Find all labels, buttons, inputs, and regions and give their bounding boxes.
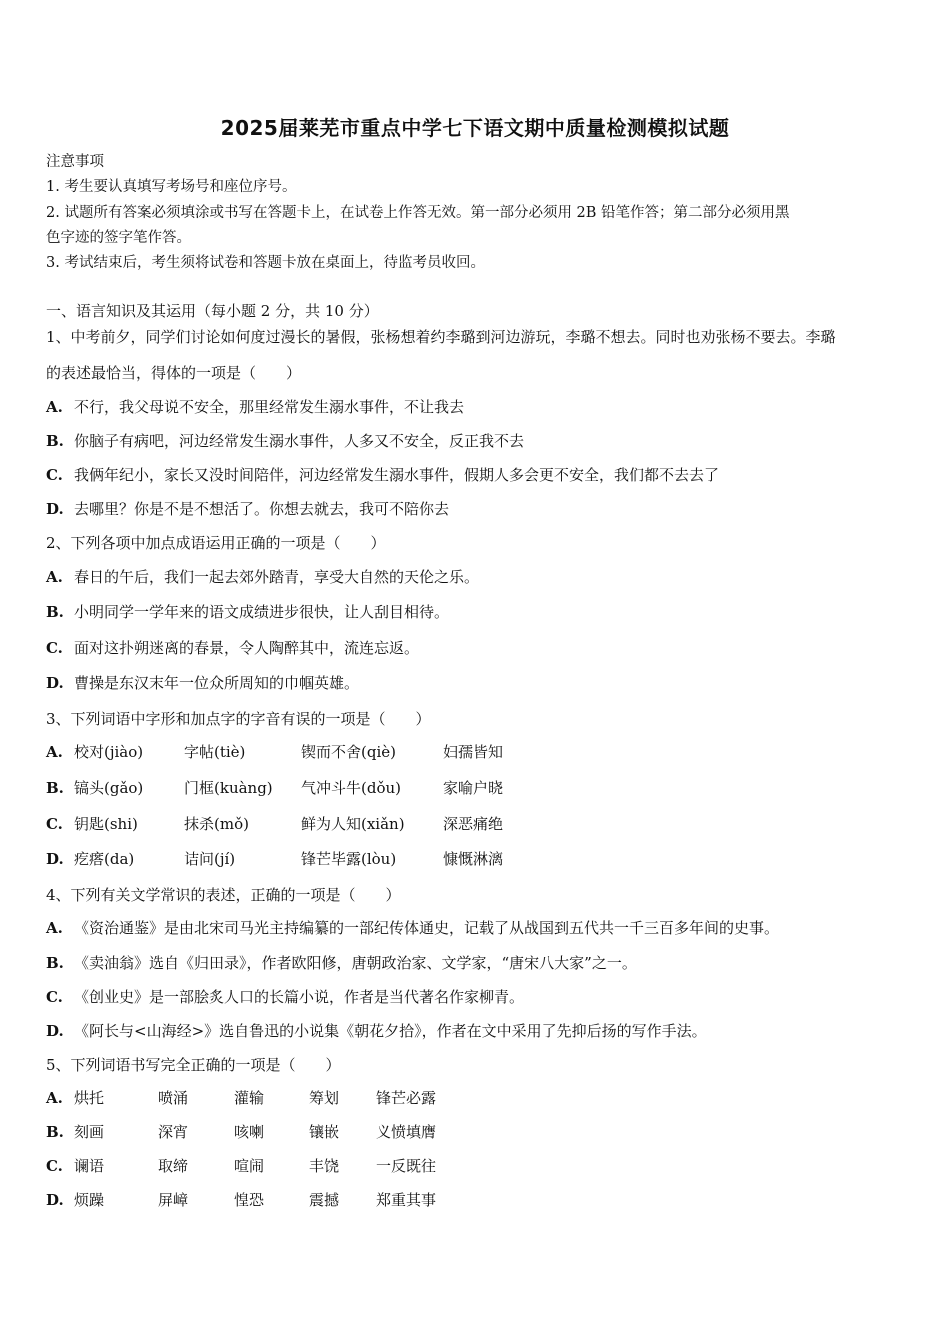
option-cell: 妇孺皆知 [443, 743, 504, 761]
option-cell: 锋芒必露 [376, 1089, 437, 1107]
option-label: B. [46, 779, 64, 797]
option-label: A. [46, 398, 63, 416]
question-1-option-b [46, 431, 524, 451]
option-cell: 字帖(tiè) [184, 743, 246, 761]
option-label: C. [46, 639, 63, 657]
question-2-option-b [46, 602, 449, 622]
option-text: 《资治通鉴》是由北宋司马光主持编纂的一部纪传体通史，记载了从战国到五代共一千三百多年间的史事。 [74, 919, 780, 937]
option-label: B. [46, 432, 64, 450]
notice-heading: 注意事项 [46, 154, 104, 170]
option-text: 去哪里？你是不是不想活了。你想去就去，我可不陪你去 [74, 500, 450, 518]
question-1-option-a [46, 397, 464, 417]
question-1-option-c [46, 465, 719, 485]
option-label: C. [46, 815, 63, 833]
option-cell: 屏嶂 [158, 1191, 189, 1209]
question-3-stem: 3、下列词语中字形和加点字的字音有误的一项是（ ） [46, 710, 431, 728]
question-4-option-b [46, 953, 637, 973]
option-cell: 门框(kuàng) [184, 779, 273, 797]
option-cell: 诘问(jí) [184, 850, 236, 868]
question-3-option-a [46, 742, 906, 762]
option-label: A. [46, 1089, 63, 1107]
option-label: A. [46, 743, 63, 761]
option-text: 曹操是东汉末年一位众所周知的巾帼英雄。 [74, 674, 360, 692]
notice-item: 色字迹的签字笔作答。 [46, 230, 191, 246]
option-text: 《卖油翁》选自《归田录》，作者欧阳修，唐朝政治家、文学家，“唐宋八大家”之一。 [74, 954, 637, 972]
question-5-option-a [46, 1088, 906, 1108]
option-text: 你脑子有病吧，河边经常发生溺水事件，人多又不安全，反正我不去 [74, 432, 525, 450]
option-label: A. [46, 919, 63, 937]
option-label: D. [46, 850, 64, 868]
option-label: B. [46, 603, 64, 621]
option-label: A. [46, 568, 63, 586]
option-label: D. [46, 1022, 64, 1040]
question-2-stem: 2、下列各项中加点成语运用正确的一项是（ ） [46, 534, 386, 552]
option-cell: 镐头(gǎo) [74, 779, 144, 797]
question-1-stem: 1、中考前夕，同学们讨论如何度过漫长的暑假，张杨想着约李璐到河边游玩，李璐不想去。同时也劝张杨不要去。李璐 [46, 328, 836, 346]
option-label: D. [46, 500, 64, 518]
section-heading: 一、语言知识及其运用（每小题 2 分，共 10 分） [46, 302, 379, 320]
option-cell: 谰语 [74, 1157, 105, 1175]
option-label: D. [46, 674, 64, 692]
option-cell: 钥匙(shi) [74, 815, 138, 833]
option-cell: 刻画 [74, 1123, 105, 1141]
option-cell: 深宵 [158, 1123, 189, 1141]
question-4-option-c [46, 987, 524, 1007]
option-text: 《创业史》是一部脍炙人口的长篇小说，作者是当代著名作家柳青。 [74, 988, 525, 1006]
option-text: 小明同学一学年来的语文成绩进步很快，让人刮目相待。 [74, 603, 450, 621]
option-label: C. [46, 466, 63, 484]
question-1-option-d [46, 499, 449, 519]
option-cell: 取缔 [158, 1157, 189, 1175]
option-label: B. [46, 1123, 64, 1141]
option-cell: 鲜为人知(xiǎn) [301, 815, 405, 833]
option-label: B. [46, 954, 64, 972]
option-cell: 惶恐 [234, 1191, 265, 1209]
option-cell: 家喻户晓 [443, 779, 504, 797]
option-cell: 咳喇 [234, 1123, 265, 1141]
option-cell: 深恶痛绝 [443, 815, 504, 833]
notice-item: 1. 考生要认真填写考场号和座位序号。 [46, 179, 297, 195]
option-cell: 慷慨淋漓 [443, 850, 504, 868]
option-text: 我俩年纪小，家长又没时间陪伴，河边经常发生溺水事件，假期人多会更不安全，我们都不去去了 [74, 466, 720, 484]
option-text: 面对这扑朔迷离的春景，令人陶醉其中，流连忘返。 [74, 639, 420, 657]
question-5-option-d [46, 1190, 906, 1210]
option-cell: 疙瘩(da) [74, 850, 135, 868]
option-cell: 气冲斗牛(dǒu) [301, 779, 401, 797]
question-5-option-c [46, 1156, 906, 1176]
question-3-option-b [46, 778, 906, 798]
question-5-option-b [46, 1122, 906, 1142]
question-2-option-d [46, 673, 359, 693]
option-label: D. [46, 1191, 64, 1209]
question-4-stem: 4、下列有关文学常识的表述，正确的一项是（ ） [46, 886, 401, 904]
option-cell: 丰饶 [309, 1157, 340, 1175]
option-cell: 筹划 [309, 1089, 340, 1107]
notice-item: 2. 试题所有答案必须填涂或书写在答题卡上，在试卷上作答无效。第一部分必须用 2B 铅笔作答；第二部分必须用黑 [46, 205, 790, 221]
question-3-option-d [46, 849, 906, 869]
option-text: 不行，我父母说不安全，那里经常发生溺水事件，不让我去 [74, 398, 465, 416]
option-cell: 烦躁 [74, 1191, 105, 1209]
option-cell: 抹杀(mǒ) [184, 815, 249, 833]
question-4-option-d [46, 1021, 707, 1041]
option-text: 《阿长与<山海经>》选自鲁迅的小说集《朝花夕拾》，作者在文中采用了先抑后扬的写作手法。 [74, 1022, 707, 1040]
option-cell: 烘托 [74, 1089, 105, 1107]
question-2-option-c [46, 638, 419, 658]
option-cell: 一反既往 [376, 1157, 437, 1175]
option-cell: 锋芒毕露(lòu) [301, 850, 397, 868]
question-2-option-a [46, 567, 479, 587]
option-cell: 义愤填膺 [376, 1123, 437, 1141]
option-label: C. [46, 1157, 63, 1175]
question-3-option-c [46, 814, 906, 834]
page-title: 2025届莱芜市重点中学七下语文期中质量检测模拟试题 [220, 116, 730, 140]
question-1-stem-cont: 的表述最恰当，得体的一项是（ ） [46, 364, 302, 382]
question-4-option-a [46, 918, 779, 938]
option-cell: 灌输 [234, 1089, 265, 1107]
option-text: 春日的午后，我们一起去郊外踏青，享受大自然的天伦之乐。 [74, 568, 480, 586]
notice-item: 3. 考试结束后，考生须将试卷和答题卡放在桌面上，待监考员收回。 [46, 255, 485, 271]
option-cell: 镶嵌 [309, 1123, 340, 1141]
option-cell: 郑重其事 [376, 1191, 437, 1209]
question-5-stem: 5、下列词语书写完全正确的一项是（ ） [46, 1056, 341, 1074]
option-cell: 喧闹 [234, 1157, 265, 1175]
option-cell: 锲而不舍(qiè) [301, 743, 396, 761]
option-cell: 喷涌 [158, 1089, 189, 1107]
option-label: C. [46, 988, 63, 1006]
option-cell: 震撼 [309, 1191, 340, 1209]
option-cell: 校对(jiào) [74, 743, 144, 761]
